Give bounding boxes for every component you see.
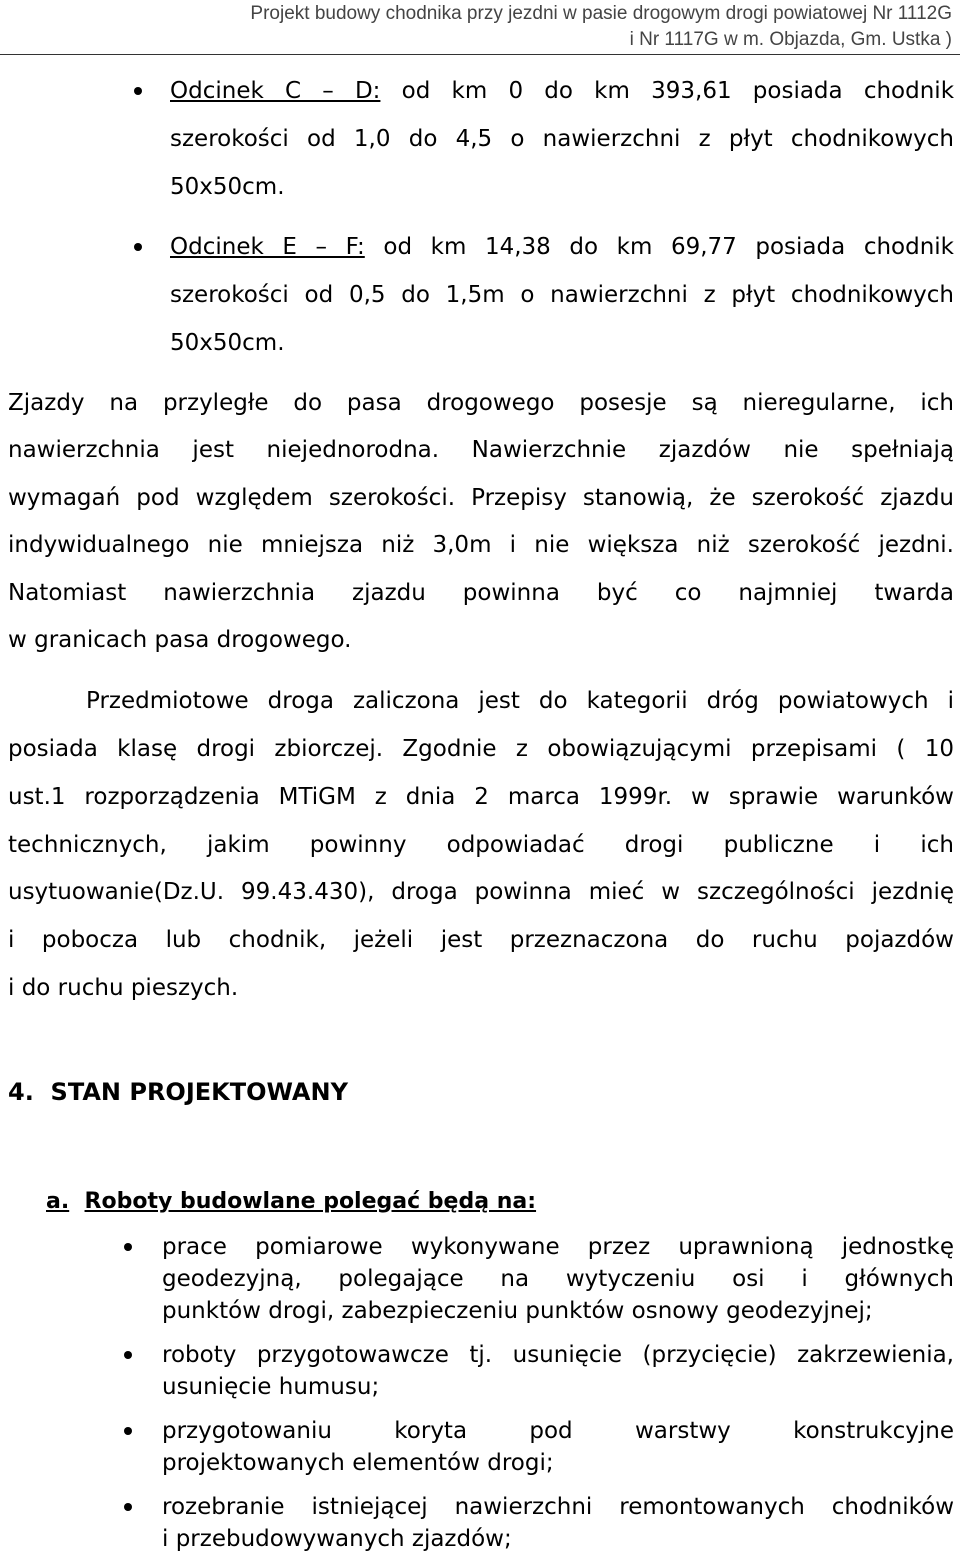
bullet-ef-line-2: szerokości od 0,5 do 1,5m o nawierzchni z płyt chodnikowych — [170, 282, 954, 308]
section-heading — [8, 1078, 348, 1106]
list-item-line: i przebudowywanych zjazdów; — [162, 1526, 512, 1552]
bullet-ef-text: od km 14,38 do km 69,77 posiada chodnik — [383, 234, 954, 260]
paragraph-line: Natomiast nawierzchnia zjazdu powinna być co najmniej twarda — [8, 580, 954, 606]
bullet-cd-line-2: szerokości od 1,0 do 4,5 o nawierzchni z płyt chodnikowych — [170, 126, 954, 152]
bullet-ef-line-3: 50x50cm. — [170, 330, 285, 356]
subsection-title: Roboty budowlane polegać będą na: — [84, 1189, 537, 1214]
paragraph-line: usytuowanie(Dz.U. 99.43.430), droga powinna mieć w szczególności jezdnię — [8, 879, 954, 905]
bullet-dot — [124, 1351, 132, 1359]
segment-label: Odcinek E – F: — [170, 234, 365, 260]
paragraph-line: i pobocza lub chodnik, jeżeli jest przeznaczona do ruchu pojazdów — [8, 927, 954, 953]
segment-label: Odcinek C – D: — [170, 78, 381, 104]
list-item-line: roboty przygotowawcze tj. usunięcie (przycięcie) zakrzewienia, — [162, 1342, 954, 1368]
paragraph-line: posiada klasę drogi zbiorczej. Zgodnie z obowiązującymi przepisami ( 10 — [8, 736, 954, 762]
header-line-1: Projekt budowy chodnika przy jezdni w pasie drogowym drogi powiatowej Nr 1112G — [250, 3, 952, 24]
list-item-line: prace pomiarowe wykonywane przez uprawnioną jednostkę — [162, 1234, 954, 1260]
page-header — [0, 0, 960, 55]
subsection-heading — [46, 1189, 536, 1214]
paragraph-line: i do ruchu pieszych. — [8, 975, 239, 1001]
bullet-dot — [124, 1503, 132, 1511]
list-item-line: rozebranie istniejącej nawierzchni remontowanych chodników — [162, 1494, 954, 1520]
list-item — [162, 1339, 954, 1403]
bullet-dot — [124, 1243, 132, 1251]
list-item — [162, 1491, 954, 1555]
bullet-dot — [134, 243, 142, 251]
paragraph-line: wymagań pod względem szerokości. Przepisy stanowią, że szerokość zjazdu — [8, 485, 954, 511]
section-title: STAN PROJEKTOWANY — [50, 1078, 348, 1106]
bullet-cd-text: od km 0 do km 393,61 posiada chodnik — [401, 78, 955, 104]
paragraph-line: w granicach pasa drogowego. — [8, 627, 352, 653]
paragraph-line: ust.1 rozporządzenia MTiGM z dnia 2 marca 1999r. w sprawie warunków — [8, 784, 954, 810]
paragraph-line: nawierzchnia jest niejednorodna. Nawierzchnie zjazdów nie spełniają — [8, 437, 954, 463]
bullet-cd-line-1 — [170, 76, 954, 106]
bullet-ef-line-1 — [170, 232, 954, 262]
bullet-dot — [124, 1427, 132, 1435]
list-item-line: usunięcie humusu; — [162, 1374, 380, 1400]
paragraph-line: Zjazdy na przyległe do pasa drogowego posesje są nieregularne, ich — [8, 390, 954, 416]
paragraph-line: technicznych, jakim powinny odpowiadać drogi publiczne i ich — [8, 832, 954, 858]
paragraph-line: Przedmiotowe droga zaliczona jest do kategorii dróg powiatowych i — [86, 688, 954, 714]
subsection-letter: a. — [46, 1189, 70, 1214]
list-item-line: geodezyjną, polegające na wytyczeniu osi i głównych — [162, 1266, 954, 1292]
paragraph-line: indywidualnego nie mniejsza niż 3,0m i nie większa niż szerokość jezdni. — [8, 532, 954, 558]
header-line-2: i Nr 1117G w m. Objazda, Gm. Ustka ) — [629, 29, 952, 50]
list-item-line: przygotowaniu koryta pod warstwy konstrukcyjne — [162, 1418, 954, 1444]
list-item — [162, 1415, 954, 1479]
list-item — [162, 1231, 954, 1327]
section-number: 4. — [8, 1078, 34, 1106]
bullet-cd-line-3: 50x50cm. — [170, 174, 285, 200]
list-item-line: punktów drogi, zabezpieczeniu punktów osnowy geodezyjnej; — [162, 1298, 873, 1324]
bullet-dot — [134, 87, 142, 95]
list-item-line: projektowanych elementów drogi; — [162, 1450, 554, 1476]
